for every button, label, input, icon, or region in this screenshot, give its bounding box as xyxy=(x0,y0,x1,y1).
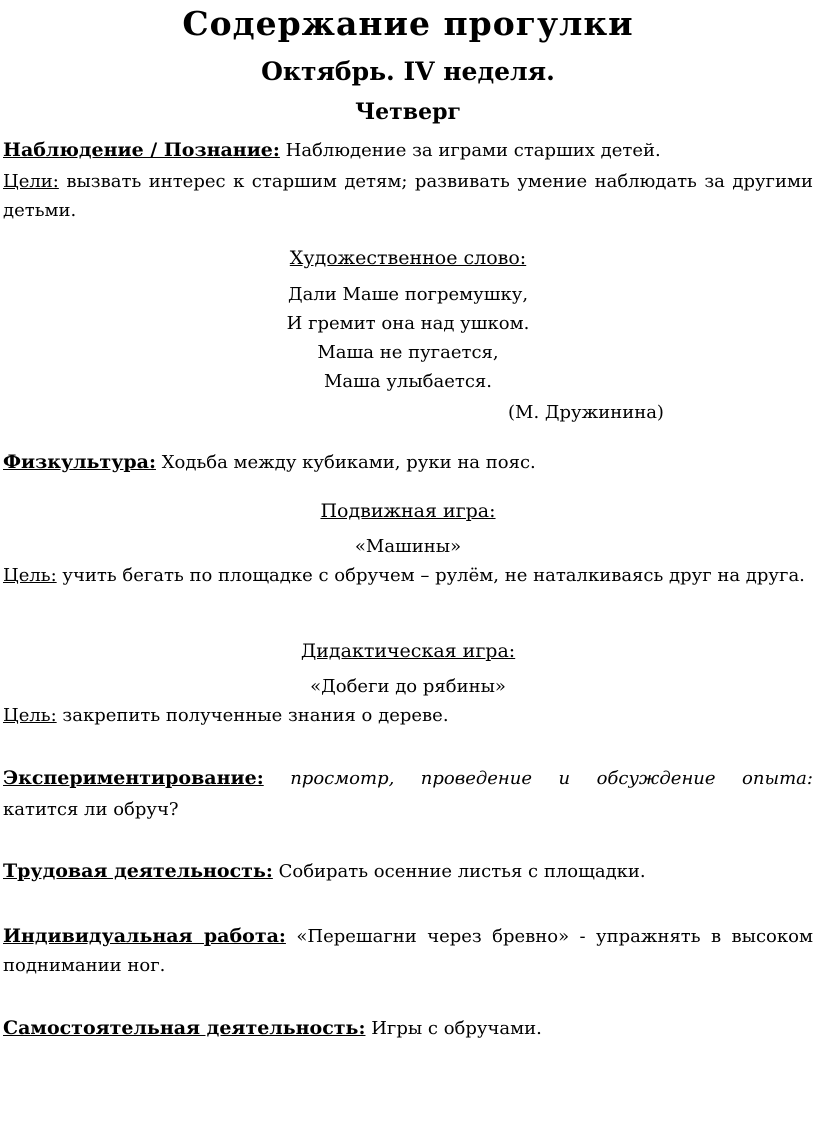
physical-label: Физкультура: xyxy=(3,451,156,473)
independent-label: Самостоятельная деятельность: xyxy=(3,1017,366,1039)
labor-line xyxy=(3,857,646,886)
observation-label: Наблюдение / Познание: xyxy=(3,139,280,161)
poem-author: (М. Дружинина) xyxy=(508,402,664,423)
poem-line-3: Маша не пугается, xyxy=(317,342,499,363)
mobile-game-goal-text: учить бегать по площадке с обручем – рулём, не наталкиваясь друг на друга. xyxy=(62,565,805,586)
didactic-game-name: «Добеги до рябины» xyxy=(310,676,506,697)
didactic-game-goal-text: закрепить полученные знания о дереве. xyxy=(62,705,449,726)
labor-text: Собирать осенние листья с площадки. xyxy=(278,861,646,882)
labor-label: Трудовая деятельность: xyxy=(3,860,273,882)
experiment-line xyxy=(3,764,813,793)
independent-text: Игры с обручами. xyxy=(371,1018,542,1039)
observation-goal xyxy=(3,167,813,225)
observation-text: Наблюдение за играми старших детей. xyxy=(285,140,661,161)
mobile-game-goal-label: Цель: xyxy=(3,565,57,586)
mobile-game-goal xyxy=(3,561,813,590)
experiment-italic-text: просмотр, проведение и обсуждение опыта: xyxy=(290,768,813,789)
observation-goal-text: вызвать интерес к старшим детям; развивать умение наблюдать за другими детьми. xyxy=(3,171,813,221)
page-title: Содержание прогулки xyxy=(182,4,634,43)
poem-line-1: Дали Маше погремушку, xyxy=(287,284,529,305)
day-heading: Четверг xyxy=(355,99,461,125)
observation-goal-label: Цели: xyxy=(3,171,59,192)
didactic-game-goal-label: Цель: xyxy=(3,705,57,726)
individual-text: «Перешагни через бревно» - упражнять в высоком поднимании ног. xyxy=(3,926,813,976)
page-subtitle: Октябрь. IV неделя. xyxy=(261,57,555,86)
physical-text: Ходьба между кубиками, руки на пояс. xyxy=(161,452,536,473)
didactic-game-heading: Дидактическая игра: xyxy=(300,640,516,662)
experiment-text: катится ли обруч? xyxy=(3,799,179,820)
experiment-label: Экспериментирование: xyxy=(3,767,264,789)
didactic-game-goal xyxy=(3,701,449,730)
observation-line xyxy=(3,136,661,165)
individual-line xyxy=(3,922,813,980)
independent-line xyxy=(3,1014,542,1043)
poem-line-4: Маша улыбается. xyxy=(323,371,493,392)
individual-label: Индивидуальная работа: xyxy=(3,925,286,947)
poem-line-2: И гремит она над ушком. xyxy=(286,313,530,334)
physical-line xyxy=(3,448,536,477)
mobile-game-name: «Машины» xyxy=(354,536,462,557)
mobile-game-heading: Подвижная игра: xyxy=(320,500,496,522)
art-word-heading: Художественное слово: xyxy=(289,247,527,269)
